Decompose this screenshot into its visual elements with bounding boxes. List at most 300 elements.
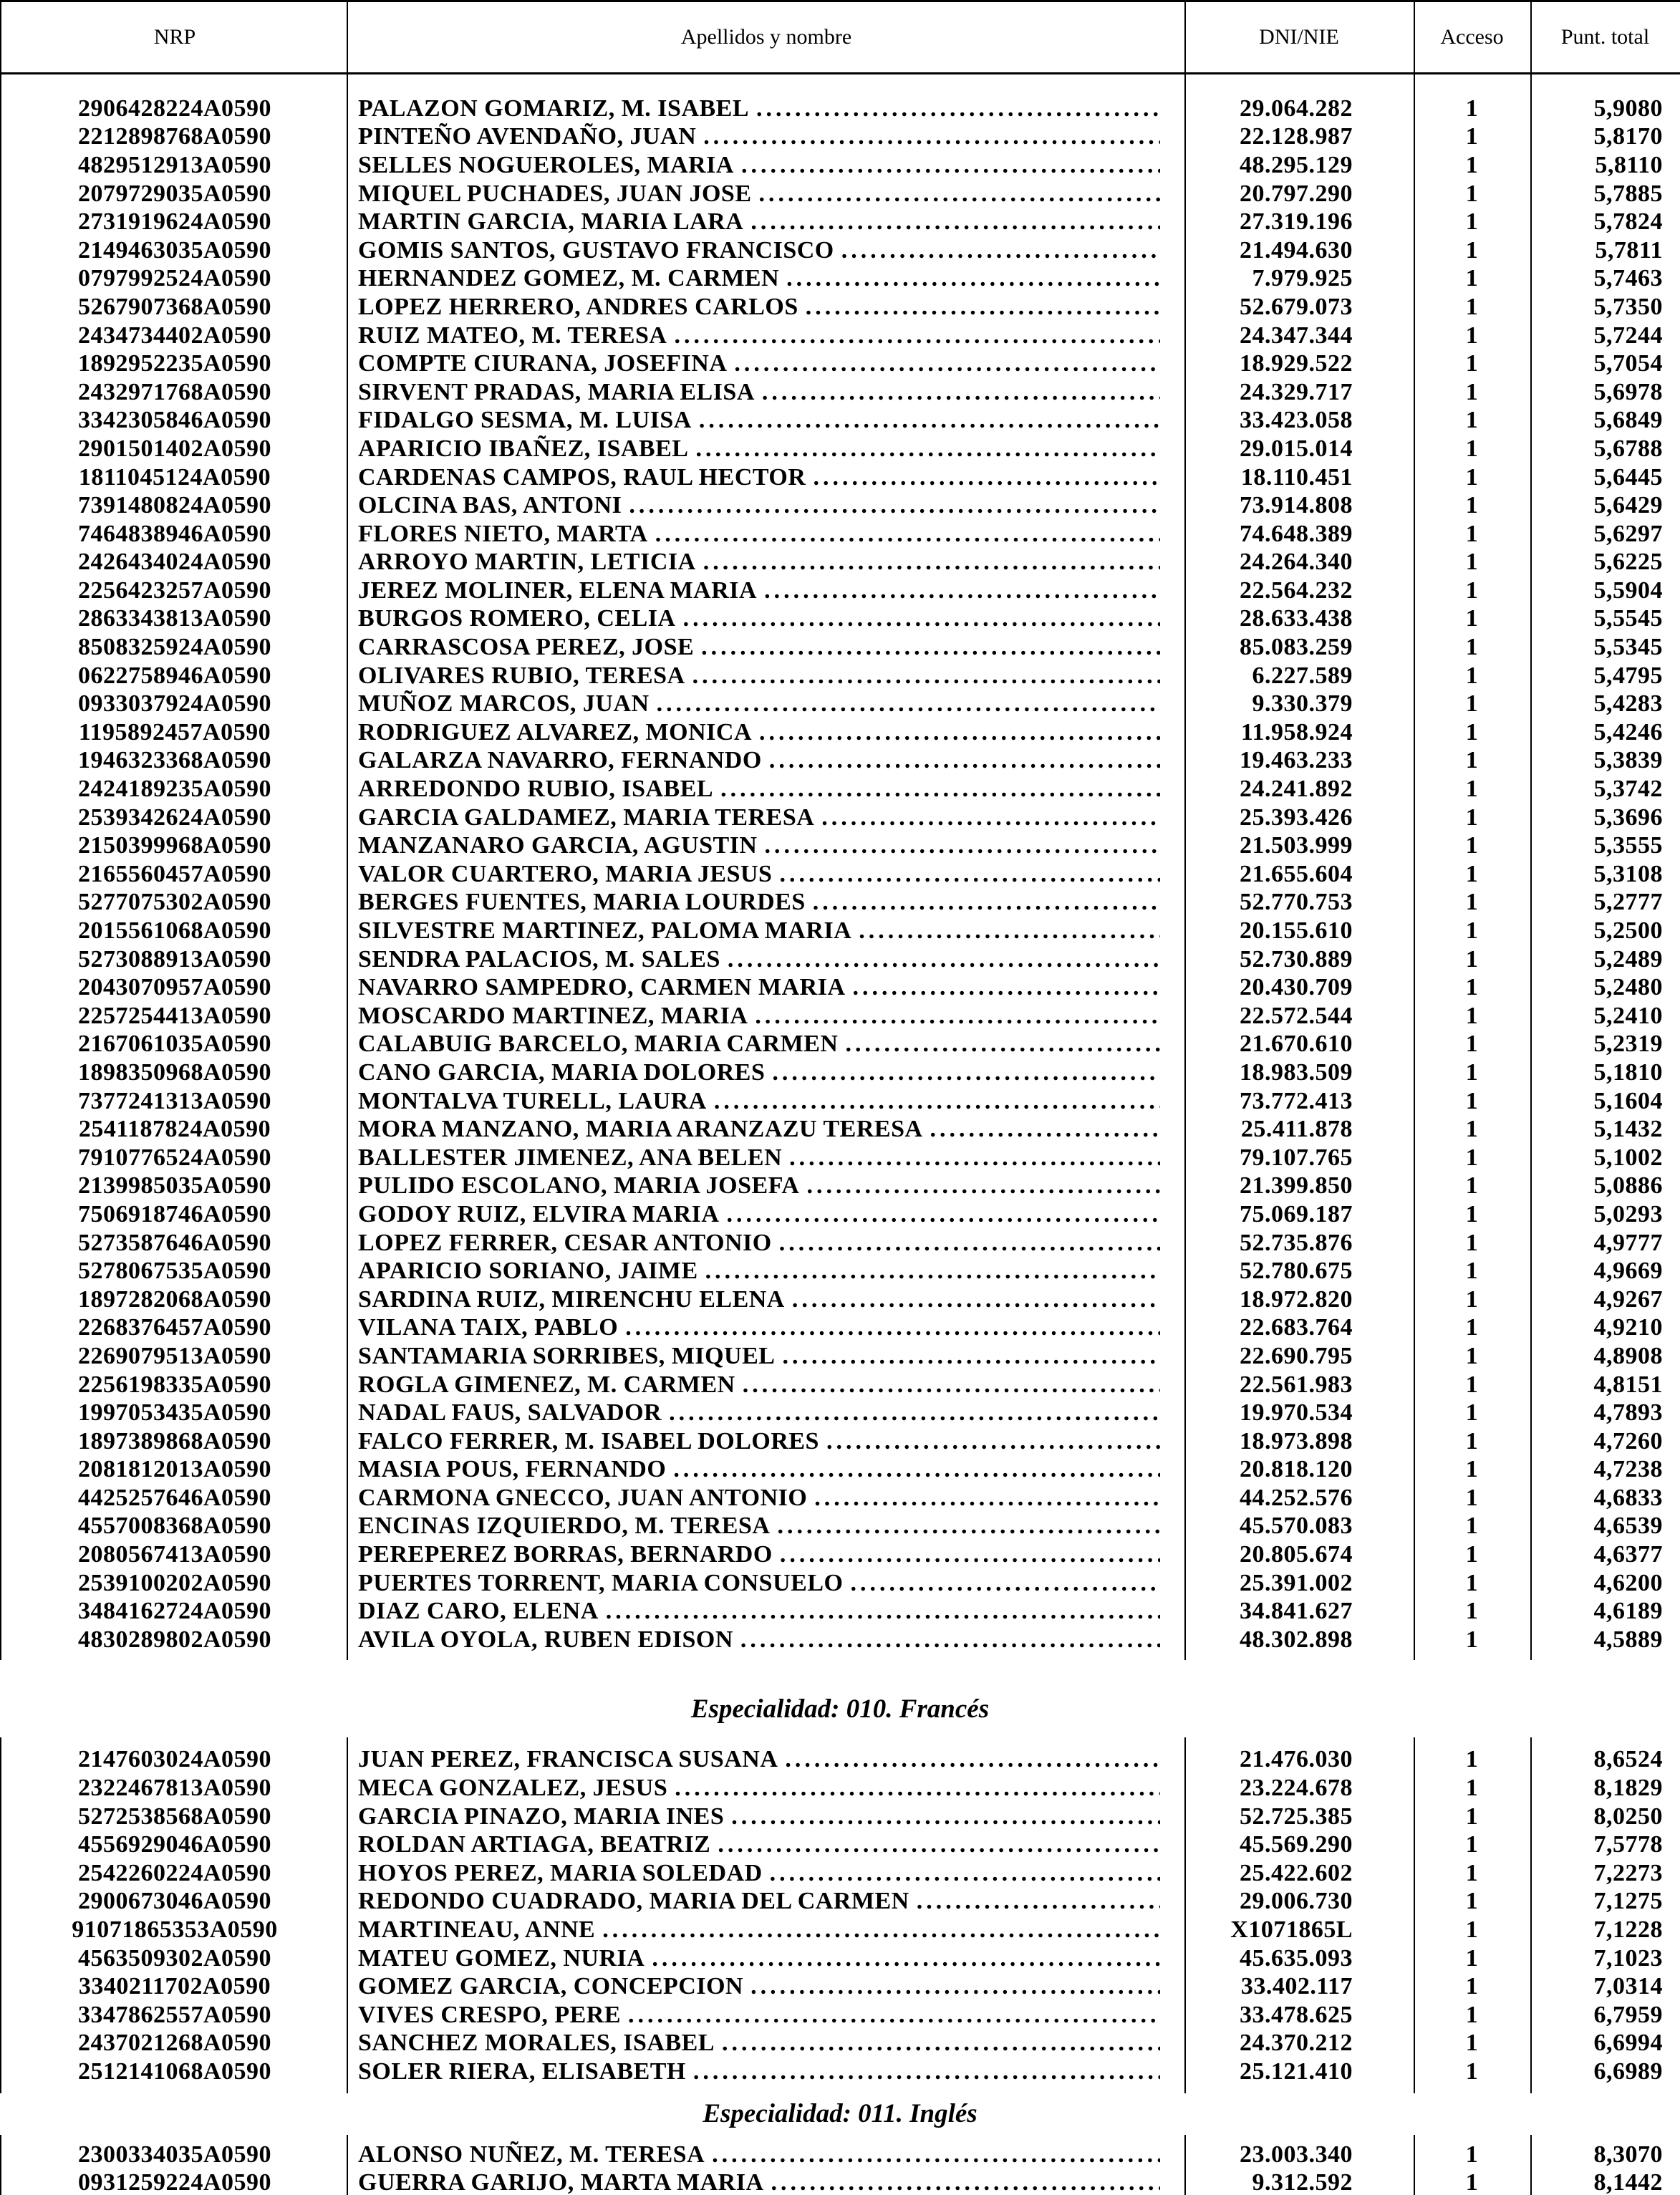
cell-punt: 4,6377	[1593, 1541, 1663, 1568]
cell-punt: 7,1228	[1593, 1916, 1663, 1944]
cell-dni: 74.648.389	[1240, 520, 1353, 547]
cell-name	[348, 1626, 1184, 1654]
table-row	[1, 123, 1680, 152]
cell-nrp: 4830289802A0590	[77, 1626, 272, 1653]
person-name: PEREPEREZ BORRAS, BERNARDO	[358, 1541, 773, 1568]
cell-acceso: 1	[1465, 1116, 1479, 1143]
person-name: PINTEÑO AVENDAÑO, JUAN	[358, 123, 697, 150]
cell-punt: 5,7824	[1593, 208, 1663, 236]
column-header-acceso: Acceso	[1440, 25, 1504, 49]
dot-leader	[772, 1059, 1160, 1086]
dot-leader	[755, 1003, 1160, 1030]
cell-acceso: 1	[1465, 1598, 1479, 1625]
cell-acceso: 1	[1465, 1569, 1479, 1596]
cell-dni: 75.069.187	[1240, 1200, 1353, 1227]
cell-nrp: 5277075302A0590	[77, 889, 272, 916]
dot-leader	[814, 1485, 1160, 1512]
dot-leader	[629, 492, 1160, 519]
cell-punt: 5,6978	[1593, 378, 1663, 405]
cell-punt: 5,4283	[1593, 690, 1663, 718]
cell-dni: 22.572.544	[1240, 1002, 1353, 1029]
cell-punt: 8,1442	[1593, 2169, 1663, 2195]
cell-dni: 52.770.753	[1240, 889, 1353, 916]
person-name: HERNANDEZ GOMEZ, M. CARMEN	[358, 265, 780, 292]
table-row	[1, 2030, 1680, 2058]
cell-punt: 5,2480	[1593, 974, 1663, 1001]
cell-name	[348, 1775, 1184, 1802]
cell-punt: 6,6994	[1593, 2030, 1663, 2057]
person-name: APARICIO SORIANO, JAIME	[358, 1258, 698, 1285]
cell-dni: 20.155.610	[1240, 917, 1353, 945]
cell-nrp: 5278067535A0590	[77, 1258, 272, 1285]
cell-dni: 52.679.073	[1240, 293, 1353, 320]
cell-punt: 4,8151	[1593, 1371, 1663, 1398]
cell-name	[348, 180, 1184, 208]
cell-punt: 4,7238	[1593, 1456, 1663, 1483]
table-row	[1, 804, 1680, 832]
cell-dni: 23.003.340	[1240, 2141, 1353, 2168]
cell-acceso: 1	[1465, 1285, 1479, 1313]
dot-leader	[841, 237, 1160, 264]
cell-acceso: 1	[1465, 718, 1479, 746]
cell-acceso: 1	[1465, 1314, 1479, 1341]
cell-name	[348, 152, 1184, 179]
person-name: VALOR CUARTERO, MARIA JESUS	[358, 860, 773, 887]
column-divider	[347, 74, 348, 1660]
cell-punt: 8,6524	[1593, 1746, 1663, 1773]
cell-name	[348, 1059, 1184, 1086]
cell-acceso: 1	[1465, 1087, 1479, 1114]
person-name: CARRASCOSA PEREZ, JOSE	[358, 634, 695, 661]
cell-nrp: 7391480824A0590	[77, 492, 272, 519]
table-row	[1, 1746, 1680, 1775]
dot-leader	[826, 1428, 1160, 1455]
cell-dni: 6.227.589	[1252, 662, 1353, 689]
person-name: ARROYO MARTIN, LETICIA	[358, 549, 696, 576]
cell-nrp: 1898350968A0590	[77, 1058, 272, 1086]
dot-leader	[728, 946, 1160, 973]
cell-dni: 18.110.451	[1240, 463, 1353, 491]
table-row	[1, 2057, 1680, 2086]
cell-dni: 73.914.808	[1240, 492, 1353, 519]
dot-leader	[750, 1973, 1160, 2000]
cell-nrp: 2150399968A0590	[77, 832, 272, 859]
cell-punt: 5,5345	[1593, 634, 1663, 661]
cell-punt: 5,3839	[1593, 747, 1663, 774]
cell-dni: 25.121.410	[1240, 2057, 1353, 2085]
cell-nrp: 2079729035A0590	[77, 180, 272, 207]
dot-leader	[705, 1258, 1160, 1285]
cell-nrp: 2432971768A0590	[77, 378, 272, 405]
table-row	[1, 718, 1680, 747]
cell-acceso: 1	[1465, 151, 1479, 178]
cell-nrp: 2426434024A0590	[77, 549, 272, 576]
table-row	[1, 917, 1680, 945]
person-name: MASIA POUS, FERNANDO	[358, 1456, 667, 1483]
cell-name	[348, 1428, 1184, 1455]
dot-leader	[734, 350, 1160, 377]
person-name: APARICIO IBAÑEZ, ISABEL	[358, 435, 689, 462]
cell-acceso: 1	[1465, 1342, 1479, 1369]
cell-name	[348, 1088, 1184, 1115]
column-header-dni: DNI/NIE	[1259, 25, 1339, 49]
cell-name	[348, 917, 1184, 945]
cell-punt: 5,5904	[1593, 577, 1663, 604]
person-name: SENDRA PALACIOS, M. SALES	[358, 945, 720, 973]
cell-nrp: 2434734402A0590	[77, 322, 272, 349]
cell-nrp: 0797992524A0590	[77, 265, 272, 292]
dot-leader	[726, 1201, 1160, 1228]
cell-dni: 9.330.379	[1252, 690, 1353, 718]
cell-name	[348, 2002, 1184, 2029]
person-name: RODRIGUEZ ALVAREZ, MONICA	[358, 718, 752, 746]
dot-leader	[770, 1860, 1160, 1887]
cell-nrp: 2015561068A0590	[77, 917, 272, 945]
table-row	[1, 1002, 1680, 1031]
table-row	[1, 407, 1680, 435]
cell-nrp: 1897389868A0590	[77, 1427, 272, 1455]
dot-leader	[712, 2141, 1160, 2169]
cell-acceso: 1	[1465, 1058, 1479, 1086]
cell-nrp: 2167061035A0590	[77, 1031, 272, 1058]
cell-acceso: 1	[1465, 662, 1479, 689]
cell-nrp: 2539100202A0590	[77, 1569, 272, 1596]
cell-punt: 5,0293	[1593, 1200, 1663, 1227]
cell-dni: 18.983.509	[1240, 1058, 1353, 1086]
table-row	[1, 1859, 1680, 1888]
cell-nrp: 2257254413A0590	[77, 1002, 272, 1029]
cell-name	[348, 123, 1184, 150]
cell-punt: 5,6788	[1593, 435, 1663, 462]
cell-acceso: 1	[1465, 322, 1479, 349]
table-row	[1, 605, 1680, 634]
cell-name	[348, 1258, 1184, 1285]
cell-name	[348, 946, 1184, 973]
dot-leader	[759, 180, 1160, 208]
dot-leader	[756, 95, 1160, 122]
cell-nrp: 4425257646A0590	[77, 1484, 272, 1511]
cell-punt: 8,3070	[1593, 2141, 1663, 2168]
cell-punt: 5,3742	[1593, 776, 1663, 803]
cell-punt: 7,2273	[1593, 1859, 1663, 1886]
cell-dni: 22.683.764	[1240, 1314, 1353, 1341]
cell-nrp: 4563509302A0590	[77, 1944, 272, 1972]
cell-name	[348, 747, 1184, 774]
cell-nrp: 2424189235A0590	[77, 776, 272, 803]
table-row	[1, 775, 1680, 804]
dot-leader	[741, 152, 1160, 179]
dot-leader	[731, 1803, 1160, 1830]
dot-leader	[740, 1626, 1160, 1654]
cell-nrp: 1897282068A0590	[77, 1285, 272, 1313]
cell-punt: 5,4795	[1593, 662, 1663, 689]
cell-name	[348, 350, 1184, 377]
column-divider	[347, 1737, 348, 2093]
person-name: AVILA OYOLA, RUBEN EDISON	[358, 1626, 733, 1653]
cell-name	[348, 1371, 1184, 1399]
dot-leader	[652, 1945, 1160, 1972]
table-row	[1, 1830, 1680, 1859]
cell-dni: 79.107.765	[1240, 1144, 1353, 1171]
cell-dni: 25.391.002	[1240, 1569, 1353, 1596]
person-name: NADAL FAUS, SALVADOR	[358, 1399, 662, 1427]
cell-dni: 21.670.610	[1240, 1031, 1353, 1058]
cell-punt: 4,6833	[1593, 1484, 1663, 1511]
person-name: LOPEZ HERRERO, ANDRES CARLOS	[358, 293, 798, 320]
cell-name	[348, 605, 1184, 632]
dot-leader	[782, 1343, 1160, 1370]
table-row	[1, 2169, 1680, 2195]
person-name: CALABUIG BARCELO, MARIA CARMEN	[358, 1031, 839, 1058]
table-row	[1, 945, 1680, 974]
person-name: COMPTE CIURANA, JOSEFINA	[358, 350, 728, 377]
cell-punt: 5,2319	[1593, 1031, 1663, 1058]
cell-punt: 5,7463	[1593, 265, 1663, 292]
cell-punt: 5,1002	[1593, 1144, 1663, 1171]
cell-acceso: 1	[1465, 605, 1479, 632]
cell-punt: 5,2410	[1593, 1002, 1663, 1029]
cell-nrp: 2900673046A0590	[77, 1888, 272, 1915]
cell-punt: 6,7959	[1593, 2001, 1663, 2028]
table-row	[1, 236, 1680, 265]
column-divider	[1530, 2135, 1532, 2195]
cell-dni: 9.312.592	[1252, 2169, 1353, 2195]
cell-acceso: 1	[1465, 1859, 1479, 1886]
cell-name	[348, 690, 1184, 718]
person-name: CANO GARCIA, MARIA DOLORES	[358, 1058, 766, 1086]
section-table	[0, 74, 1680, 1660]
cell-acceso: 1	[1465, 804, 1479, 831]
dot-leader	[764, 832, 1160, 859]
cell-dni: 19.970.534	[1240, 1399, 1353, 1427]
cell-punt: 5,8170	[1593, 123, 1663, 150]
cell-punt: 5,2777	[1593, 889, 1663, 916]
cell-acceso: 1	[1465, 2057, 1479, 2085]
cell-name	[348, 2169, 1184, 2195]
cell-punt: 5,7244	[1593, 322, 1663, 349]
cell-acceso: 1	[1465, 378, 1479, 405]
cell-dni: 24.241.892	[1240, 776, 1353, 803]
cell-nrp: 2437021268A0590	[77, 2030, 272, 2057]
cell-dni: 11.958.924	[1240, 718, 1353, 746]
cell-acceso: 1	[1465, 1399, 1479, 1427]
dot-leader	[692, 662, 1160, 690]
cell-dni: 45.570.083	[1240, 1513, 1353, 1540]
cell-punt: 4,6189	[1593, 1598, 1663, 1625]
cell-name	[348, 1541, 1184, 1568]
person-name: MORA MANZANO, MARIA ARANZAZU TERESA	[358, 1116, 923, 1143]
cell-name	[348, 1860, 1184, 1887]
cell-punt: 4,9669	[1593, 1258, 1663, 1285]
column-divider	[1184, 1737, 1186, 2093]
cell-name	[348, 1456, 1184, 1483]
person-name: GOMIS SANTOS, GUSTAVO FRANCISCO	[358, 236, 834, 264]
dot-leader	[673, 1456, 1160, 1483]
cell-dni: 45.569.290	[1240, 1831, 1353, 1858]
table-row	[1, 1314, 1680, 1343]
dot-leader	[625, 1314, 1160, 1341]
dot-leader	[720, 776, 1160, 803]
cell-name	[348, 1746, 1184, 1773]
cell-nrp: 1195892457A0590	[78, 718, 271, 746]
dot-leader	[930, 1116, 1160, 1143]
cell-name	[348, 1172, 1184, 1200]
person-name: FIDALGO SESMA, M. LUISA	[358, 407, 692, 434]
table-row	[1, 1257, 1680, 1285]
cell-nrp: 2322467813A0590	[77, 1775, 272, 1802]
table-row	[1, 1597, 1680, 1626]
table-row	[1, 2001, 1680, 2030]
dot-leader	[669, 1399, 1160, 1427]
person-name: JUAN PEREZ, FRANCISCA SUSANA	[358, 1746, 778, 1773]
table-row	[1, 1172, 1680, 1201]
cell-nrp: 2269079513A0590	[77, 1342, 272, 1369]
cell-name	[348, 1144, 1184, 1172]
cell-name	[348, 2141, 1184, 2169]
cell-punt: 5,7885	[1593, 180, 1663, 207]
person-name: OLCINA BAS, ANTONI	[358, 492, 622, 519]
cell-name	[348, 719, 1184, 746]
table-row	[1, 549, 1680, 577]
table-row	[1, 1115, 1680, 1144]
cell-nrp: 1811045124A0590	[78, 463, 271, 491]
cell-dni: 48.302.898	[1240, 1626, 1353, 1653]
person-name: SANCHEZ MORALES, ISABEL	[358, 2030, 715, 2057]
cell-punt: 6,6989	[1593, 2057, 1663, 2085]
dot-leader	[813, 889, 1160, 916]
person-name: MUÑOZ MARCOS, JUAN	[358, 690, 650, 718]
dot-leader	[699, 407, 1160, 434]
person-name: PALAZON GOMARIZ, M. ISABEL	[358, 95, 750, 122]
cell-dni: 33.402.117	[1240, 1973, 1353, 2000]
cell-nrp: 2043070957A0590	[77, 974, 272, 1001]
cell-nrp: 2212898768A0590	[77, 123, 272, 150]
cell-name	[348, 521, 1184, 548]
cell-acceso: 1	[1465, 917, 1479, 945]
sections	[0, 74, 1680, 2195]
cell-name	[348, 492, 1184, 519]
cell-nrp: 7506918746A0590	[77, 1200, 272, 1227]
table-row	[1, 1399, 1680, 1427]
cell-dni: 28.633.438	[1240, 605, 1353, 632]
cell-acceso: 1	[1465, 634, 1479, 661]
cell-dni: 52.730.889	[1240, 945, 1353, 973]
person-name: JEREZ MOLINER, ELENA MARIA	[358, 577, 758, 604]
table-row	[1, 378, 1680, 407]
table-row	[1, 1540, 1680, 1569]
person-name: FLORES NIETO, MARTA	[358, 520, 648, 547]
cell-nrp: 2901501402A0590	[77, 435, 272, 462]
person-name: ARREDONDO RUBIO, ISABEL	[358, 776, 714, 803]
section-table	[0, 1737, 1680, 2093]
person-name: MARTIN GARCIA, MARIA LARA	[358, 208, 744, 236]
column-divider	[1184, 2135, 1186, 2195]
table-row	[1, 1456, 1680, 1485]
cell-punt: 5,6429	[1593, 492, 1663, 519]
cell-nrp: 7910776524A0590	[77, 1144, 272, 1171]
cell-acceso: 1	[1465, 2169, 1479, 2195]
cell-name	[348, 435, 1184, 463]
cell-acceso: 1	[1465, 1803, 1479, 1830]
cell-punt: 8,0250	[1593, 1803, 1663, 1830]
cell-acceso: 1	[1465, 520, 1479, 547]
table-row	[1, 293, 1680, 322]
dot-leader	[853, 974, 1160, 1001]
cell-nrp: 3347862557A0590	[77, 2001, 272, 2028]
cell-nrp: 1892952235A0590	[77, 350, 272, 377]
cell-dni: 20.797.290	[1240, 180, 1353, 207]
cell-nrp: 1997053435A0590	[77, 1399, 272, 1427]
cell-dni: 21.503.999	[1240, 832, 1353, 859]
cell-dni: 24.264.340	[1240, 549, 1353, 576]
cell-nrp: 2541187824A0590	[78, 1116, 271, 1143]
cell-acceso: 1	[1465, 265, 1479, 292]
cell-acceso: 1	[1465, 208, 1479, 236]
cell-punt: 5,2500	[1593, 917, 1663, 945]
table-row	[1, 1058, 1680, 1087]
cell-name	[348, 861, 1184, 888]
person-name: ALONSO NUÑEZ, M. TERESA	[358, 2141, 705, 2168]
cell-acceso: 1	[1465, 1746, 1479, 1773]
cell-nrp: 5273587646A0590	[77, 1229, 272, 1256]
cell-acceso: 1	[1465, 236, 1479, 264]
dot-leader	[769, 747, 1160, 774]
cell-name	[348, 1916, 1184, 1944]
dot-leader	[657, 690, 1160, 718]
person-name: MONTALVA TURELL, LAURA	[358, 1087, 707, 1114]
cell-dni: 34.841.627	[1240, 1598, 1353, 1625]
cell-punt: 5,6445	[1593, 463, 1663, 491]
cell-punt: 5,7350	[1593, 293, 1663, 320]
cell-nrp: 0622758946A0590	[77, 662, 272, 689]
dot-leader	[703, 123, 1160, 150]
cell-nrp: 0933037924A0590	[77, 690, 272, 718]
dot-leader	[785, 1746, 1160, 1773]
dot-leader	[813, 464, 1160, 491]
cell-acceso: 1	[1465, 2141, 1479, 2168]
cell-punt: 5,3555	[1593, 832, 1663, 859]
cell-acceso: 1	[1465, 1002, 1479, 1029]
section-table	[0, 2135, 1680, 2195]
person-name: VILANA TAIX, PABLO	[358, 1314, 619, 1341]
person-name: HOYOS PEREZ, MARIA SOLEDAD	[358, 1859, 763, 1886]
cell-nrp: 5273088913A0590	[77, 945, 272, 973]
cell-nrp: 2149463035A0590	[77, 236, 272, 264]
cell-acceso: 1	[1465, 776, 1479, 803]
cell-name	[348, 1485, 1184, 1512]
cell-name	[348, 208, 1184, 236]
cell-acceso: 1	[1465, 95, 1479, 122]
column-divider	[1530, 1737, 1532, 2093]
table-row	[1, 1427, 1680, 1456]
cell-dni: 45.635.093	[1240, 1944, 1353, 1972]
cell-nrp: 2863343813A0590	[77, 605, 272, 632]
cell-dni: 20.430.709	[1240, 974, 1353, 1001]
person-name: MIQUEL PUCHADES, JUAN JOSE	[358, 180, 752, 207]
person-name: REDONDO CUADRADO, MARIA DEL CARMEN	[358, 1888, 909, 1915]
person-name: BERGES FUENTES, MARIA LOURDES	[358, 889, 806, 916]
cell-punt: 5,7054	[1593, 350, 1663, 377]
cell-name	[348, 1116, 1184, 1143]
table-row	[1, 1513, 1680, 1541]
person-name: OLIVARES RUBIO, TERESA	[358, 662, 685, 689]
table-row	[1, 1916, 1680, 1944]
table-row	[1, 690, 1680, 718]
cell-punt: 7,1275	[1593, 1888, 1663, 1915]
cell-dni: 33.478.625	[1240, 2001, 1353, 2028]
dot-leader	[789, 1144, 1160, 1172]
cell-punt: 5,6849	[1593, 407, 1663, 434]
